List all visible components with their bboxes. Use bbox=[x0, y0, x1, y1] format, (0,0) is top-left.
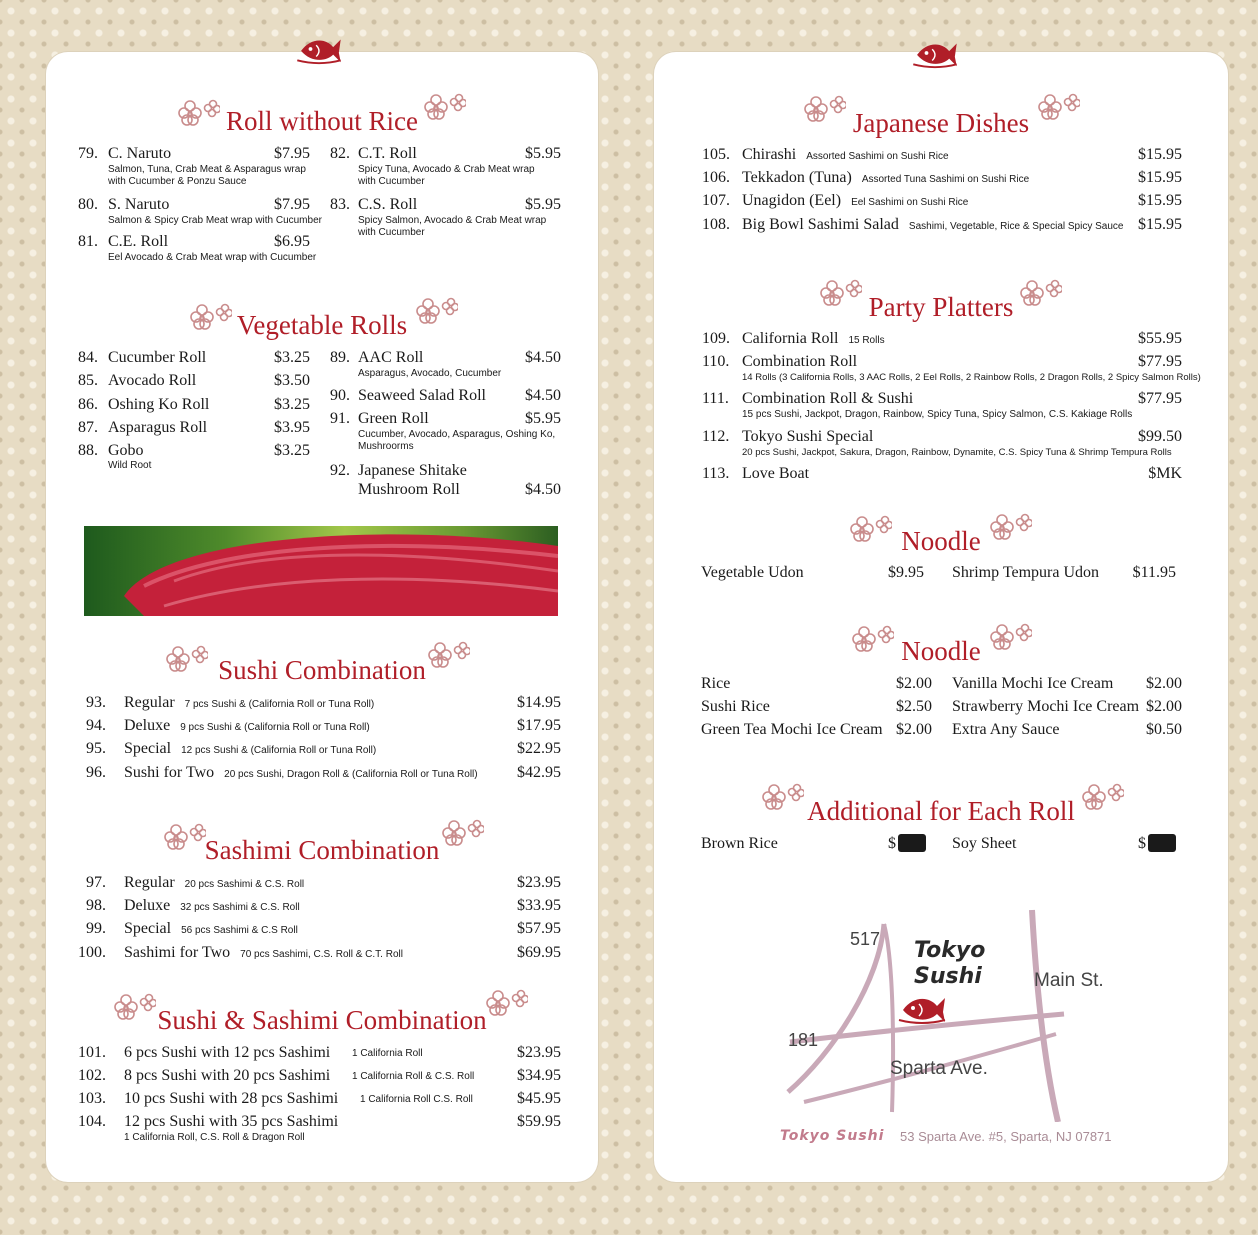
item-description: Eel Sashimi on Sushi Rice bbox=[851, 197, 969, 208]
item-description: 14 Rolls (3 California Rolls, 3 AAC Rolls, 2 Eel Rolls, 2 Rainbow Rolls, 2 Dragon Rolls, 2 Spicy Salmon Rolls) bbox=[742, 372, 1201, 383]
item-name: C.S. Roll bbox=[358, 196, 418, 213]
item-name: California Roll 15 Rolls bbox=[742, 330, 885, 347]
redacted-price bbox=[1148, 834, 1176, 852]
footer-address: 53 Sparta Ave. #5, Sparta, NJ 07871 bbox=[900, 1129, 1112, 1144]
item-name: Seaweed Salad Roll bbox=[358, 387, 486, 404]
item-price: $99.50 bbox=[1138, 428, 1182, 445]
item-price: $5.95 bbox=[525, 196, 561, 213]
item-description: 32 pcs Sashimi & C.S. Roll bbox=[180, 902, 300, 913]
item-price: $23.95 bbox=[517, 874, 561, 891]
item-description: 20 pcs Sashimi & C.S. Roll bbox=[184, 879, 305, 890]
item-price: $14.95 bbox=[517, 694, 561, 711]
item-number: 101. bbox=[78, 1044, 106, 1061]
item-description: with Cucumber & Ponzu Sauce bbox=[108, 176, 247, 187]
item-name: Tokyo Sushi Special bbox=[742, 428, 874, 445]
item-price: $77.95 bbox=[1138, 353, 1182, 370]
item-price: $9.95 bbox=[888, 564, 924, 581]
item-name: 8 pcs Sushi with 20 pcs Sashimi bbox=[124, 1067, 331, 1084]
item-name: Combination Roll bbox=[742, 353, 858, 370]
item-price: $3.25 bbox=[274, 396, 310, 413]
section-title-additional: Additional for Each Roll bbox=[807, 796, 1075, 826]
item-name: Chirashi Assorted Sashimi on Sushi Rice bbox=[742, 146, 949, 163]
item-price: $69.95 bbox=[517, 944, 561, 961]
item-number: 105. bbox=[702, 146, 730, 163]
item-description: Assorted Sashimi on Sushi Rice bbox=[806, 151, 949, 162]
section-title-sushi-combination: Sushi Combination bbox=[218, 655, 426, 685]
item-price: $4.50 bbox=[525, 481, 561, 498]
item-price: $2.50 bbox=[896, 698, 932, 715]
item-name: Vanilla Mochi Ice Cream bbox=[952, 675, 1114, 692]
item-name: Soy Sheet bbox=[952, 835, 1017, 852]
item-number: 99. bbox=[86, 920, 106, 937]
item-number: 108. bbox=[702, 216, 730, 233]
item-description: Mushroorms bbox=[358, 441, 414, 452]
item-price: $42.95 bbox=[517, 764, 561, 781]
item-name: Rice bbox=[701, 675, 731, 692]
item-number: 81. bbox=[78, 233, 98, 250]
item-name: Sashimi for Two 70 pcs Sashimi, C.S. Roll & C.T. Roll bbox=[124, 944, 403, 961]
section-title-noodle-2: Noodle bbox=[901, 636, 981, 666]
item-number: 91. bbox=[330, 410, 350, 427]
item-price: $3.50 bbox=[274, 372, 310, 389]
item-price: $ bbox=[1138, 835, 1146, 852]
item-description: Sashimi, Vegetable, Rice & Special Spicy Sauce bbox=[908, 221, 1124, 232]
item-price: $17.95 bbox=[517, 717, 561, 734]
item-number: 93. bbox=[86, 694, 106, 711]
item-description: Salmon & Spicy Crab Meat wrap with Cucumber bbox=[108, 215, 322, 226]
item-number: 89. bbox=[330, 349, 350, 366]
item-description: 1 California Roll, C.S. Roll & Dragon Roll bbox=[124, 1132, 305, 1143]
tuna-nigiri-image bbox=[84, 526, 558, 616]
item-number: 83. bbox=[330, 196, 350, 213]
item-name: Deluxe 32 pcs Sashimi & C.S. Roll bbox=[124, 897, 300, 914]
item-name: Gobo bbox=[108, 442, 144, 459]
item-description: with Cucumber bbox=[358, 227, 425, 238]
item-name: Special 56 pcs Sashimi & C.S Roll bbox=[124, 920, 298, 937]
street-label: Main St. bbox=[1034, 970, 1104, 991]
item-price: $2.00 bbox=[896, 721, 932, 738]
item-name: Extra Any Sauce bbox=[952, 721, 1060, 738]
item-description: 70 pcs Sashimi, C.S. Roll & C.T. Roll bbox=[240, 949, 403, 960]
item-price: $34.95 bbox=[517, 1067, 561, 1084]
item-name: Asparagus Roll bbox=[108, 419, 208, 436]
item-number: 79. bbox=[78, 145, 98, 162]
item-name: Combination Roll & Sushi bbox=[742, 390, 914, 407]
item-name: Special 12 pcs Sushi & (California Roll or Tuna Roll) bbox=[124, 740, 377, 757]
item-price: $7.95 bbox=[274, 196, 310, 213]
fish-logo-icon bbox=[898, 990, 946, 1026]
item-description: Spicy Tuna, Avocado & Crab Meat wrap bbox=[358, 164, 535, 175]
item-name: Mushroom Roll bbox=[358, 481, 460, 498]
section-title-noodle: Noodle bbox=[901, 526, 981, 556]
item-name: Love Boat bbox=[742, 465, 810, 482]
logo-text: Sushi bbox=[914, 964, 982, 989]
item-name: Deluxe 9 pcs Sushi & (California Roll or Tuna Roll) bbox=[124, 717, 370, 734]
item-name: Cucumber Roll bbox=[108, 349, 207, 366]
item-name: 12 pcs Sushi with 35 pcs Sashimi bbox=[124, 1113, 339, 1130]
item-description: Spicy Salmon, Avocado & Crab Meat wrap bbox=[358, 215, 547, 226]
item-description: 7 pcs Sushi & (California Roll or Tuna Roll) bbox=[184, 699, 375, 710]
item-price: $55.95 bbox=[1138, 330, 1182, 347]
item-price: $7.95 bbox=[274, 145, 310, 162]
item-description: Asparagus, Avocado, Cucumber bbox=[358, 368, 502, 379]
item-description: Assorted Tuna Sashimi on Sushi Rice bbox=[861, 174, 1030, 185]
item-price: $5.95 bbox=[525, 410, 561, 427]
item-description: 56 pcs Sashimi & C.S Roll bbox=[181, 925, 298, 936]
item-description: Cucumber, Avocado, Asparagus, Oshing Ko, bbox=[358, 429, 556, 440]
item-price: $3.95 bbox=[274, 419, 310, 436]
item-price: $15.95 bbox=[1138, 216, 1182, 233]
item-description: 15 Rolls bbox=[848, 335, 885, 346]
item-number: 94. bbox=[86, 717, 106, 734]
item-price: $5.95 bbox=[525, 145, 561, 162]
item-description: Wild Root bbox=[108, 460, 152, 471]
item-price: $77.95 bbox=[1138, 390, 1182, 407]
item-name: Green Tea Mochi Ice Cream bbox=[701, 721, 883, 738]
route-label: 181 bbox=[788, 1030, 819, 1050]
item-name: Shrimp Tempura Udon bbox=[952, 564, 1100, 581]
item-number: 107. bbox=[702, 192, 730, 209]
fish-logo-icon bbox=[912, 36, 958, 70]
item-number: 100. bbox=[78, 944, 106, 961]
item-number: 104. bbox=[78, 1113, 106, 1130]
item-price: $2.00 bbox=[1146, 698, 1182, 715]
section-title-roll-without-rice: Roll without Rice bbox=[226, 106, 418, 136]
item-number: 106. bbox=[702, 169, 730, 186]
item-price: $2.00 bbox=[896, 675, 932, 692]
item-price: $59.95 bbox=[517, 1113, 561, 1130]
item-description: 9 pcs Sushi & (California Roll or Tuna Roll) bbox=[180, 722, 370, 733]
item-price: $15.95 bbox=[1138, 146, 1182, 163]
map-roads bbox=[774, 902, 1134, 1122]
item-price: $45.95 bbox=[517, 1090, 561, 1107]
item-number: 103. bbox=[78, 1090, 106, 1107]
fish-logo-icon bbox=[296, 32, 342, 66]
item-description: Salmon, Tuna, Crab Meat & Asparagus wrap bbox=[108, 164, 306, 175]
item-number: 110. bbox=[702, 353, 730, 370]
item-number: 102. bbox=[78, 1067, 106, 1084]
item-name: Japanese Shitake bbox=[358, 462, 467, 479]
section-title-sushi-sashimi-combination: Sushi & Sashimi Combination bbox=[157, 1005, 487, 1035]
item-name: Avocado Roll bbox=[108, 372, 197, 389]
section-title-sashimi-combination: Sashimi Combination bbox=[204, 835, 440, 865]
item-name: Tekkadon (Tuna) Assorted Tuna Sashimi on Sushi Rice bbox=[742, 169, 1030, 186]
item-name: C.E. Roll bbox=[108, 233, 169, 250]
section-title-party-platters: Party Platters bbox=[868, 292, 1014, 322]
item-name: Unagidon (Eel) Eel Sashimi on Sushi Rice bbox=[742, 192, 969, 209]
item-number: 112. bbox=[702, 428, 730, 445]
item-description: 1 California Roll & C.S. Roll bbox=[352, 1071, 475, 1082]
item-number: 80. bbox=[78, 196, 98, 213]
item-number: 96. bbox=[86, 764, 106, 781]
item-description: 20 pcs Sushi, Jackpot, Sakura, Dragon, Rainbow, Dynamite, C.S. Spicy Tuna & Shrimp Tempura Rolls bbox=[742, 447, 1172, 458]
item-name: AAC Roll bbox=[358, 349, 424, 366]
location-map bbox=[774, 902, 1134, 1122]
item-name: Vegetable Udon bbox=[701, 564, 804, 581]
item-number: 111. bbox=[702, 390, 729, 407]
street-label: Sparta Ave. bbox=[890, 1058, 988, 1079]
item-price: $15.95 bbox=[1138, 169, 1182, 186]
sushi-photo bbox=[84, 526, 558, 616]
item-name: Green Roll bbox=[358, 410, 429, 427]
item-name: Regular 20 pcs Sashimi & C.S. Roll bbox=[124, 874, 305, 891]
item-number: 113. bbox=[702, 465, 730, 482]
item-price: $15.95 bbox=[1138, 192, 1182, 209]
item-name: 6 pcs Sushi with 12 pcs Sashimi bbox=[124, 1044, 331, 1061]
item-number: 85. bbox=[78, 372, 98, 389]
item-number: 98. bbox=[86, 897, 106, 914]
item-number: 90. bbox=[330, 387, 350, 404]
item-name: Big Bowl Sashimi Salad Sashimi, Vegetable, Rice & Special Spicy Sauce bbox=[742, 216, 1124, 233]
item-number: 92. bbox=[330, 462, 350, 479]
footer-brand: Tokyo Sushi bbox=[780, 1128, 885, 1144]
item-price: $23.95 bbox=[517, 1044, 561, 1061]
section-title-japanese-dishes: Japanese Dishes bbox=[852, 108, 1030, 138]
item-price: $ bbox=[888, 835, 896, 852]
route-label: 517 bbox=[850, 929, 881, 949]
right-menu-panel bbox=[654, 52, 1228, 1182]
item-number: 82. bbox=[330, 145, 350, 162]
item-description: 1 California Roll C.S. Roll bbox=[360, 1094, 473, 1105]
item-price: $57.95 bbox=[517, 920, 561, 937]
item-name: Oshing Ko Roll bbox=[108, 396, 210, 413]
redacted-price bbox=[898, 834, 926, 852]
item-number: 87. bbox=[78, 419, 98, 436]
item-price: $3.25 bbox=[274, 349, 310, 366]
item-name: Sushi Rice bbox=[701, 698, 770, 715]
item-name: 10 pcs Sushi with 28 pcs Sashimi bbox=[124, 1090, 339, 1107]
item-price: $22.95 bbox=[517, 740, 561, 757]
section-title-vegetable-rolls: Vegetable Rolls bbox=[236, 310, 408, 340]
item-price: $2.00 bbox=[1146, 675, 1182, 692]
item-description: 12 pcs Sushi & (California Roll or Tuna Roll) bbox=[181, 745, 377, 756]
item-description: with Cucumber bbox=[358, 176, 425, 187]
item-price: $3.25 bbox=[274, 442, 310, 459]
item-number: 88. bbox=[78, 442, 98, 459]
item-price: $0.50 bbox=[1146, 721, 1182, 738]
item-price: $4.50 bbox=[525, 387, 561, 404]
item-name: Sushi for Two 20 pcs Sushi, Dragon Roll & (California Roll or Tuna Roll) bbox=[124, 764, 478, 781]
item-name: C.T. Roll bbox=[358, 145, 417, 162]
left-menu-panel bbox=[46, 52, 598, 1182]
item-name: S. Naruto bbox=[108, 196, 170, 213]
item-name: C. Naruto bbox=[108, 145, 172, 162]
item-name: Regular 7 pcs Sushi & (California Roll or Tuna Roll) bbox=[124, 694, 375, 711]
item-number: 109. bbox=[702, 330, 730, 347]
logo-text: Tokyo bbox=[914, 938, 986, 963]
item-price: $33.95 bbox=[517, 897, 561, 914]
item-number: 95. bbox=[86, 740, 106, 757]
item-price: $4.50 bbox=[525, 349, 561, 366]
item-name: Strawberry Mochi Ice Cream bbox=[952, 698, 1140, 715]
item-name: Brown Rice bbox=[701, 835, 778, 852]
item-description: 15 pcs Sushi, Jackpot, Dragon, Rainbow, Spicy Tuna, Spicy Salmon, C.S. Kakiage Rolls bbox=[742, 409, 1133, 420]
item-price: $MK bbox=[1148, 465, 1182, 482]
item-number: 84. bbox=[78, 349, 98, 366]
item-price: $11.95 bbox=[1132, 564, 1176, 581]
item-number: 86. bbox=[78, 396, 98, 413]
item-number: 97. bbox=[86, 874, 106, 891]
item-price: $6.95 bbox=[274, 233, 310, 250]
item-description: 20 pcs Sushi, Dragon Roll & (California Roll or Tuna Roll) bbox=[224, 769, 478, 780]
item-description: Eel Avocado & Crab Meat wrap with Cucumber bbox=[108, 252, 317, 263]
item-description: 1 California Roll bbox=[352, 1048, 423, 1059]
